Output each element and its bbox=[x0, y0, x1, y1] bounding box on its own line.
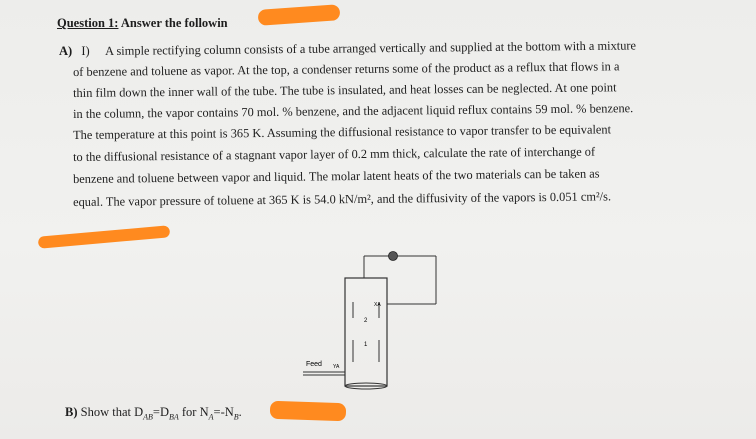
part-a-letter: A) bbox=[59, 44, 73, 58]
part-b-mid: =D bbox=[152, 405, 169, 419]
column-diagram bbox=[298, 244, 458, 394]
ya-label: YA bbox=[333, 364, 340, 370]
question-number: Question 1: bbox=[57, 16, 119, 30]
subscript-a: A bbox=[208, 412, 214, 422]
heading-instruction: Answer the followin bbox=[120, 16, 228, 30]
part-a-number: I) bbox=[81, 44, 90, 58]
paragraph-line: A simple rectifying column consists of a tube arranged vertically and supplied at the bottom with a mixture bbox=[105, 38, 637, 58]
part-b-text: Show that D bbox=[80, 405, 144, 419]
redaction-mark bbox=[270, 401, 347, 422]
paragraph-line: to the diffusional resistance of a stagnant vapor layer of 0.2 mm thick, calculate the rate of interchange of bbox=[73, 144, 596, 164]
point-1-label: 1 bbox=[364, 342, 368, 348]
paragraph-line: in the column, the vapor contains 70 mol. % benzene, and the adjacent liquid reflux contains 59 mol. % benzene. bbox=[73, 101, 634, 121]
part-a-label bbox=[59, 44, 90, 59]
part-b-for: for N bbox=[178, 405, 209, 419]
part-b-eq: =-N bbox=[213, 405, 234, 419]
question-heading bbox=[57, 16, 228, 31]
paragraph-line: The temperature at this point is 365 K. Assuming the diffusional resistance to vapor transfer to be equivalent bbox=[73, 122, 612, 142]
subscript-ba: BA bbox=[168, 412, 179, 422]
paragraph-line: benzene and toluene between vapor and liquid. The molar latent heats of the two materials can be taken as bbox=[73, 166, 600, 186]
subscript-b: B bbox=[233, 412, 239, 422]
part-b bbox=[65, 405, 242, 422]
column-tube bbox=[345, 278, 387, 386]
part-b-label: B) bbox=[65, 405, 78, 419]
paragraph-line: of benzene and toluene as vapor. At the top, a condenser returns some of the product as a reflux that flows in a bbox=[73, 59, 620, 79]
condenser-icon bbox=[389, 252, 398, 261]
xa-label: XA bbox=[374, 302, 381, 308]
paragraph-line: equal. The vapor pressure of toluene at 365 K is 54.0 kN/m², and the diffusivity of the vapors is 0.051 cm²/s. bbox=[73, 189, 612, 209]
point-2-label: 2 bbox=[364, 318, 368, 324]
part-b-end: . bbox=[238, 405, 242, 419]
paragraph-line: thin film down the inner wall of the tube. The tube is insulated, and heat losses can be neglected. At one point bbox=[73, 80, 617, 100]
feed-label: Feed bbox=[306, 361, 322, 368]
subscript-ab: AB bbox=[143, 412, 153, 422]
